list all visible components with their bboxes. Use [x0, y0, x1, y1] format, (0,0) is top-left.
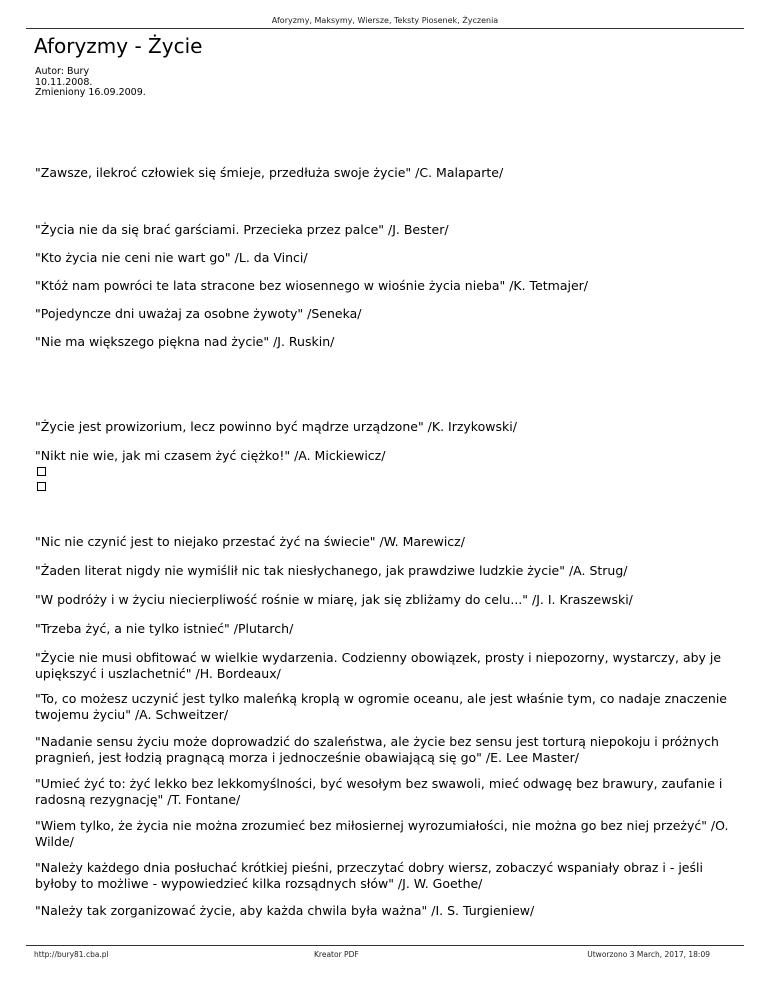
quote-5: "Pojedyncze dni uważaj za osobne żywoty" /Seneka/ [35, 306, 362, 321]
quote-8: "Nikt nie wie, jak mi czasem żyć ciężko!" /A. Mickiewicz/ [35, 448, 386, 463]
date-line: 10.11.2008. [35, 76, 93, 88]
quote-17: "Wiem tylko, że życia nie można zrozumieć bez miłosiernej wyrozumiałości, nie można go bez niej przeżyć" /O. Wilde/ [35, 818, 729, 849]
footer-url: http://bury81.cba.pl [34, 950, 109, 959]
quote-16: "Umieć żyć to: żyć lekko bez lekkomyślności, być wesołym bez swawoli, mieć odwagę bez brawury, zaufanie i radosną rezygnację" /T. Fontane/ [35, 776, 723, 807]
header-divider [26, 28, 744, 29]
quote-1: "Zawsze, ilekroć człowiek się śmieje, przedłuża swoje życie" /C. Malaparte/ [35, 165, 504, 180]
article-title: Aforyzmy - Życie [34, 34, 203, 58]
quote-19: "Należy tak zorganizować życie, aby każda chwila była ważna" /I. S. Turgieniew/ [35, 903, 535, 918]
quote-9: "Nic nie czynić jest to niejako przestać żyć na świecie" /W. Marewicz/ [35, 534, 465, 549]
quote-4: "Któż nam powróci te lata stracone bez wiosennego w wiośnie życia nieba" /K. Tetmajer/ [35, 278, 589, 293]
quote-12: "Trzeba żyć, a nie tylko istnieć" /Plutarch/ [35, 621, 294, 636]
missing-glyph-box [37, 467, 46, 476]
quote-7: "Życie jest prowizorium, lecz powinno być mądrze urządzone" /K. Irzykowski/ [35, 419, 517, 434]
quote-15: "Nadanie sensu życiu może doprowadzić do szaleństwa, ale życie bez sensu jest torturą niepokoju i próżnych pragnień, jest łodzią pragnącą morza i jednocześnie obawiającą się go" /E. Lee Master/ [35, 734, 719, 765]
footer-generator: Kreator PDF [314, 950, 359, 959]
quote-2: "Życia nie da się brać garściami. Przecieka przez palce" /J. Bester/ [35, 222, 449, 237]
author-line: Autor: Bury [35, 66, 90, 77]
quote-18: "Należy każdego dnia posłuchać krótkiej pieśni, przeczytać dobry wiersz, zobaczyć wspaniały obraz i - jeśli byłoby to możliwe - wypowiedzieć kilka rozsądnych słów" /J. W. Goethe/ [35, 860, 703, 891]
footer-created: Utworzono 3 March, 2017, 18:09 [587, 950, 710, 959]
footer-divider [26, 945, 744, 946]
modified-line: Zmieniony 16.09.2009. [35, 87, 146, 98]
quote-14: "To, co możesz uczynić jest tylko maleńką kroplą w ogromie oceanu, ale jest właśnie tym, co nadaje znaczenie twojemu życiu" /A. Schweitzer/ [35, 691, 727, 722]
missing-glyph-box [37, 482, 46, 491]
quote-6: "Nie ma większego piękna nad życie" /J. Ruskin/ [35, 334, 335, 349]
quote-10: "Żaden literat nigdy nie wymiślił nic tak niesłychanego, jak prawdziwe ludzkie życie" /A. Strug/ [35, 563, 628, 578]
quote-13: "Życie nie musi obfitować w wielkie wydarzenia. Codzienny obowiązek, prosty i niepozorny, wystarczy, aby je upiększyć i uszlachetnić" /H. Bordeaux/ [35, 650, 722, 681]
page-header: Aforyzmy, Maksymy, Wiersze, Teksty Piosenek, Życzenia [271, 16, 499, 25]
article-meta [35, 67, 146, 99]
quote-3: "Kto życia nie ceni nie wart go" /L. da Vinci/ [35, 250, 308, 265]
quote-11: "W podróży i w życiu niecierpliwość rośnie w miarę, jak się zbliżamy do celu..." /J. I. Kraszewski/ [35, 592, 633, 607]
